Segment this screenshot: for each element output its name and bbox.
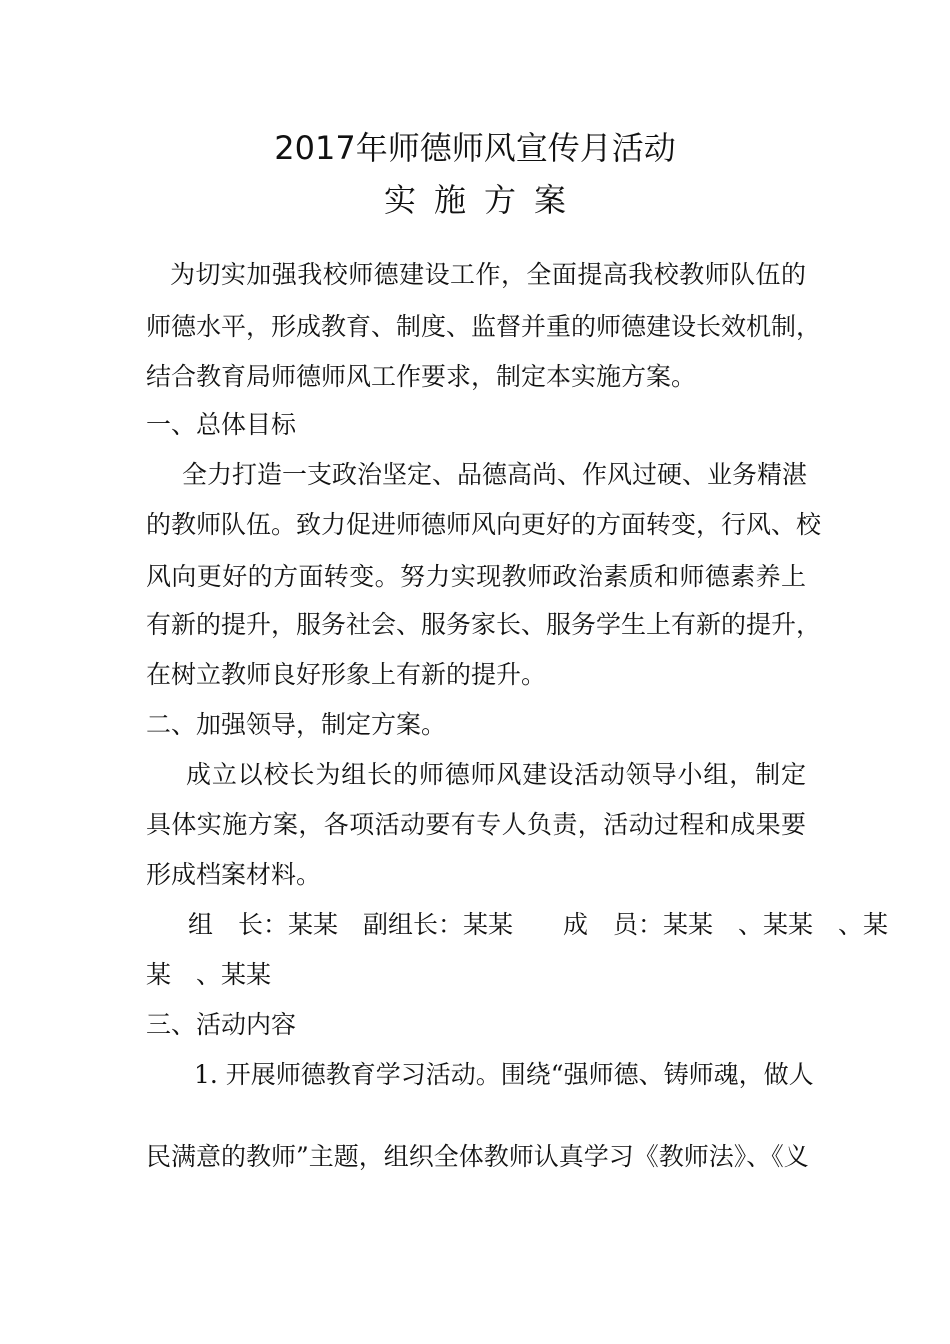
paragraph-line: 1. 开展师德教育学习活动。围绕“强师德、铸师魂，做人 [194, 1060, 814, 1089]
paragraph-line: 结合教育局师德师风工作要求，制定本实施方案。 [146, 362, 697, 391]
member-list-line: 某 、某某 [146, 960, 272, 989]
document-title: 2017年师德师风宣传月活动 [274, 129, 676, 167]
paragraph-line: 全力打造一支政治坚定、品德高尚、作风过硬、业务精湛 [182, 460, 808, 489]
paragraph-line: 民满意的教师”主题，组织全体教师认真学习《教师法》、《义 [146, 1142, 809, 1171]
member-list-line: 组 长：某某 副组长：某某 成 员：某某 、某某 、某 [188, 910, 889, 939]
section-heading: 三、活动内容 [146, 1010, 297, 1039]
section-heading: 二、加强领导，制定方案。 [146, 710, 447, 739]
paragraph-line: 具体实施方案，各项活动要有专人负责，活动过程和成果要 [146, 810, 806, 839]
paragraph-line: 风向更好的方面转变。努力实现教师政治素质和师德素养上 [146, 562, 806, 591]
paragraph-line: 有新的提升，服务社会、服务家长、服务学生上有新的提升， [146, 610, 822, 639]
paragraph-line: 在树立教师良好形象上有新的提升。 [146, 660, 547, 689]
paragraph-line: 形成档案材料。 [146, 860, 322, 889]
paragraph-line: 成立以校长为组长的师德师风建设活动领导小组，制定 [186, 760, 806, 789]
paragraph-line: 的教师队伍。致力促进师德师风向更好的方面转变，行风、校 [146, 510, 822, 539]
paragraph-line: 为切实加强我校师德建设工作，全面提高我校教师队伍的 [170, 260, 806, 289]
paragraph-line: 师德水平，形成教育、制度、监督并重的师德建设长效机制， [146, 312, 822, 341]
section-heading: 一、总体目标 [146, 410, 297, 439]
document-subtitle: 实施方案 [383, 181, 584, 219]
